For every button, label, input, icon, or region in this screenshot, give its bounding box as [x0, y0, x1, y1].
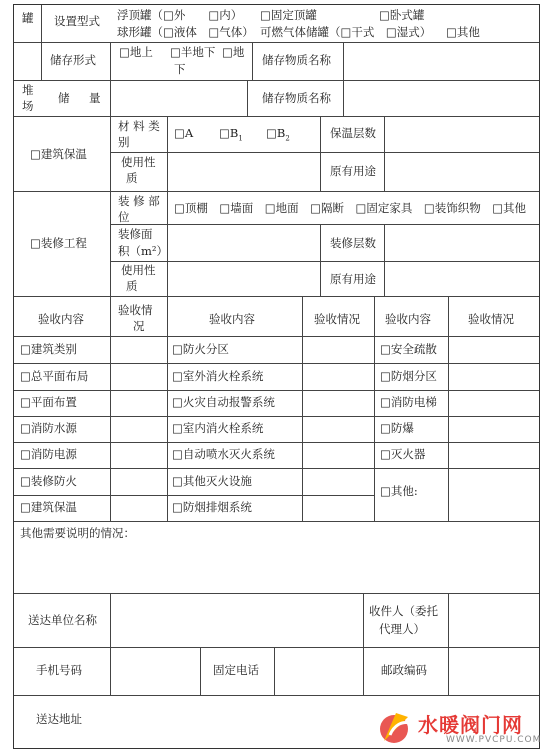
notes-label: 其他需要说明的情况： — [20, 526, 135, 540]
acceptance-item: □建筑类别 — [20, 342, 77, 356]
acceptance-item: □防烟排烟系统 — [172, 500, 252, 514]
acceptance-item: □火灾自动报警系统 — [172, 395, 275, 409]
decoration-area-label-2: 积（m²） — [118, 244, 169, 258]
pvc-logo-icon — [376, 707, 416, 747]
setup-line1-fixed: □固定顶罐 — [260, 8, 317, 22]
rule — [14, 521, 539, 522]
rule — [302, 296, 303, 521]
rule — [374, 296, 375, 521]
address-label: 送达地址 — [36, 712, 82, 726]
rule — [14, 416, 539, 417]
yard-material-name-label: 储存物质名称 — [262, 91, 331, 105]
rule — [14, 390, 539, 391]
unit-name-label: 送达单位名称 — [28, 613, 97, 627]
acceptance-status-header-3: 验收情况 — [314, 312, 360, 326]
rule — [110, 261, 539, 262]
recipient-label: 收件人（委托 — [369, 604, 438, 618]
rule — [14, 42, 539, 43]
acceptance-status-header: 验收情 — [118, 303, 153, 317]
rule — [448, 296, 449, 521]
insulation-option-b1 — [219, 126, 243, 146]
tank-section-label: 罐 — [22, 11, 34, 25]
storage-under: □地 — [222, 45, 245, 59]
storage-above: □地上 — [119, 45, 153, 59]
insulation-option-b2 — [266, 126, 290, 146]
rule — [41, 5, 42, 80]
acceptance-item: □其他: — [380, 484, 418, 498]
rule — [252, 42, 253, 80]
acceptance-item: □防爆 — [380, 421, 414, 435]
rule — [110, 116, 111, 296]
decoration-area-label: 装修面 — [118, 227, 153, 241]
acceptance-content-header: 验收内容 — [38, 312, 84, 326]
rule — [110, 42, 111, 116]
acceptance-item: □防火分区 — [172, 342, 229, 356]
rule — [14, 593, 539, 594]
rule — [14, 363, 539, 364]
acceptance-item: □消防电源 — [20, 447, 77, 461]
insulation-option-b1-text: □B — [219, 126, 239, 140]
acceptance-item: □自动喷水灭火系统 — [172, 447, 275, 461]
setup-line1-floating: 浮顶罐（□外 □内） — [117, 8, 243, 22]
insulation-option-b1-sub: 1 — [238, 134, 243, 143]
acceptance-item: □灭火器 — [380, 447, 426, 461]
decoration-original-use-label: 原有用途 — [330, 272, 376, 286]
rule — [274, 647, 275, 695]
yard-amount-label: 储 量 — [58, 91, 105, 105]
yard-label-1: 堆 — [22, 83, 34, 97]
acceptance-item: □安全疏散 — [380, 342, 437, 356]
tank-material-name-label: 储存物质名称 — [262, 53, 331, 67]
acceptance-item: □平面布置 — [20, 395, 77, 409]
form-sheet — [13, 4, 540, 749]
insulation-original-use-label: 原有用途 — [330, 164, 376, 178]
mobile-label: 手机号码 — [36, 663, 82, 677]
decoration-parts-options: □顶棚 □墙面 □地面 □隔断 □固定家具 □装饰织物 □其他 — [174, 201, 527, 215]
acceptance-content-header-2: 验收内容 — [209, 312, 255, 326]
decoration-part-label: 装 修 部 — [118, 194, 160, 208]
acceptance-status-header-4: 验收情况 — [468, 312, 514, 326]
acceptance-item: □总平面布局 — [20, 369, 89, 383]
rule — [363, 593, 364, 695]
rule — [14, 495, 374, 496]
rule — [320, 224, 321, 296]
watermark-name: 水暖阀门网 — [418, 713, 523, 737]
storage-under-wrap: 下 — [174, 62, 186, 76]
insulation-material-type-label-2: 别 — [118, 135, 130, 149]
postcode-label: 邮政编码 — [381, 663, 427, 677]
rule — [200, 647, 201, 695]
setup-line1-horizontal: □卧式罐 — [379, 8, 425, 22]
acceptance-item: □其他灭火设施 — [172, 474, 252, 488]
insulation-label: □建筑保温 — [30, 147, 87, 161]
watermark — [376, 707, 544, 751]
acceptance-item: □室外消火栓系统 — [172, 369, 264, 383]
insulation-usage-label-2: 质 — [126, 171, 138, 185]
acceptance-item: □装修防火 — [20, 474, 77, 488]
rule — [384, 116, 385, 191]
setup-line2-gas: 可燃气体储罐（□干式 □湿式） — [260, 25, 432, 39]
decoration-usage-label: 使用性 — [121, 263, 156, 277]
recipient-label-2: 代理人） — [379, 622, 425, 636]
insulation-option-b2-text: □B — [266, 126, 286, 140]
acceptance-item: □消防水源 — [20, 421, 77, 435]
rule — [14, 116, 539, 117]
rule — [110, 296, 111, 521]
insulation-option-b2-sub: 2 — [285, 134, 290, 143]
storage-semi: □半地下 — [170, 45, 216, 59]
rule — [14, 296, 539, 297]
rule — [14, 442, 539, 443]
insulation-layers-label: 保温层数 — [330, 126, 376, 140]
insulation-option-a: □A — [174, 126, 194, 140]
watermark-url: WWW.PVCPU.COM — [446, 735, 542, 745]
acceptance-item: □防烟分区 — [380, 369, 437, 383]
decoration-part-label-2: 位 — [118, 210, 130, 224]
insulation-usage-label: 使用性 — [121, 155, 156, 169]
rule — [167, 116, 168, 296]
rule — [448, 593, 449, 695]
rule — [110, 224, 539, 225]
rule — [167, 296, 168, 521]
insulation-material-type-label: 材 料 类 — [118, 119, 160, 133]
setup-line2-spherical: 球形罐（□液体 □气体） — [117, 25, 254, 39]
phone-label: 固定电话 — [213, 663, 259, 677]
rule — [110, 152, 539, 153]
rule — [14, 336, 539, 337]
decoration-layers-label: 装修层数 — [330, 236, 376, 250]
acceptance-item: □建筑保温 — [20, 500, 77, 514]
acceptance-item: □消防电梯 — [380, 395, 437, 409]
rule — [110, 593, 111, 695]
rule — [14, 695, 539, 696]
rule — [320, 116, 321, 191]
rule — [14, 80, 539, 81]
rule — [14, 468, 539, 469]
setup-type-label: 设置型式 — [54, 14, 100, 28]
rule — [14, 191, 539, 192]
rule — [247, 80, 248, 116]
decoration-label: □装修工程 — [30, 236, 87, 250]
acceptance-content-header-3: 验收内容 — [385, 312, 431, 326]
storage-form-label: 储存形式 — [50, 53, 96, 67]
yard-label-2: 场 — [22, 99, 34, 113]
rule — [384, 224, 385, 296]
setup-line2-other: □其他 — [446, 25, 480, 39]
rule — [343, 42, 344, 116]
acceptance-status-header-2: 况 — [133, 319, 145, 333]
acceptance-item: □室内消火栓系统 — [172, 421, 264, 435]
decoration-usage-label-2: 质 — [126, 279, 138, 293]
rule — [14, 647, 539, 648]
